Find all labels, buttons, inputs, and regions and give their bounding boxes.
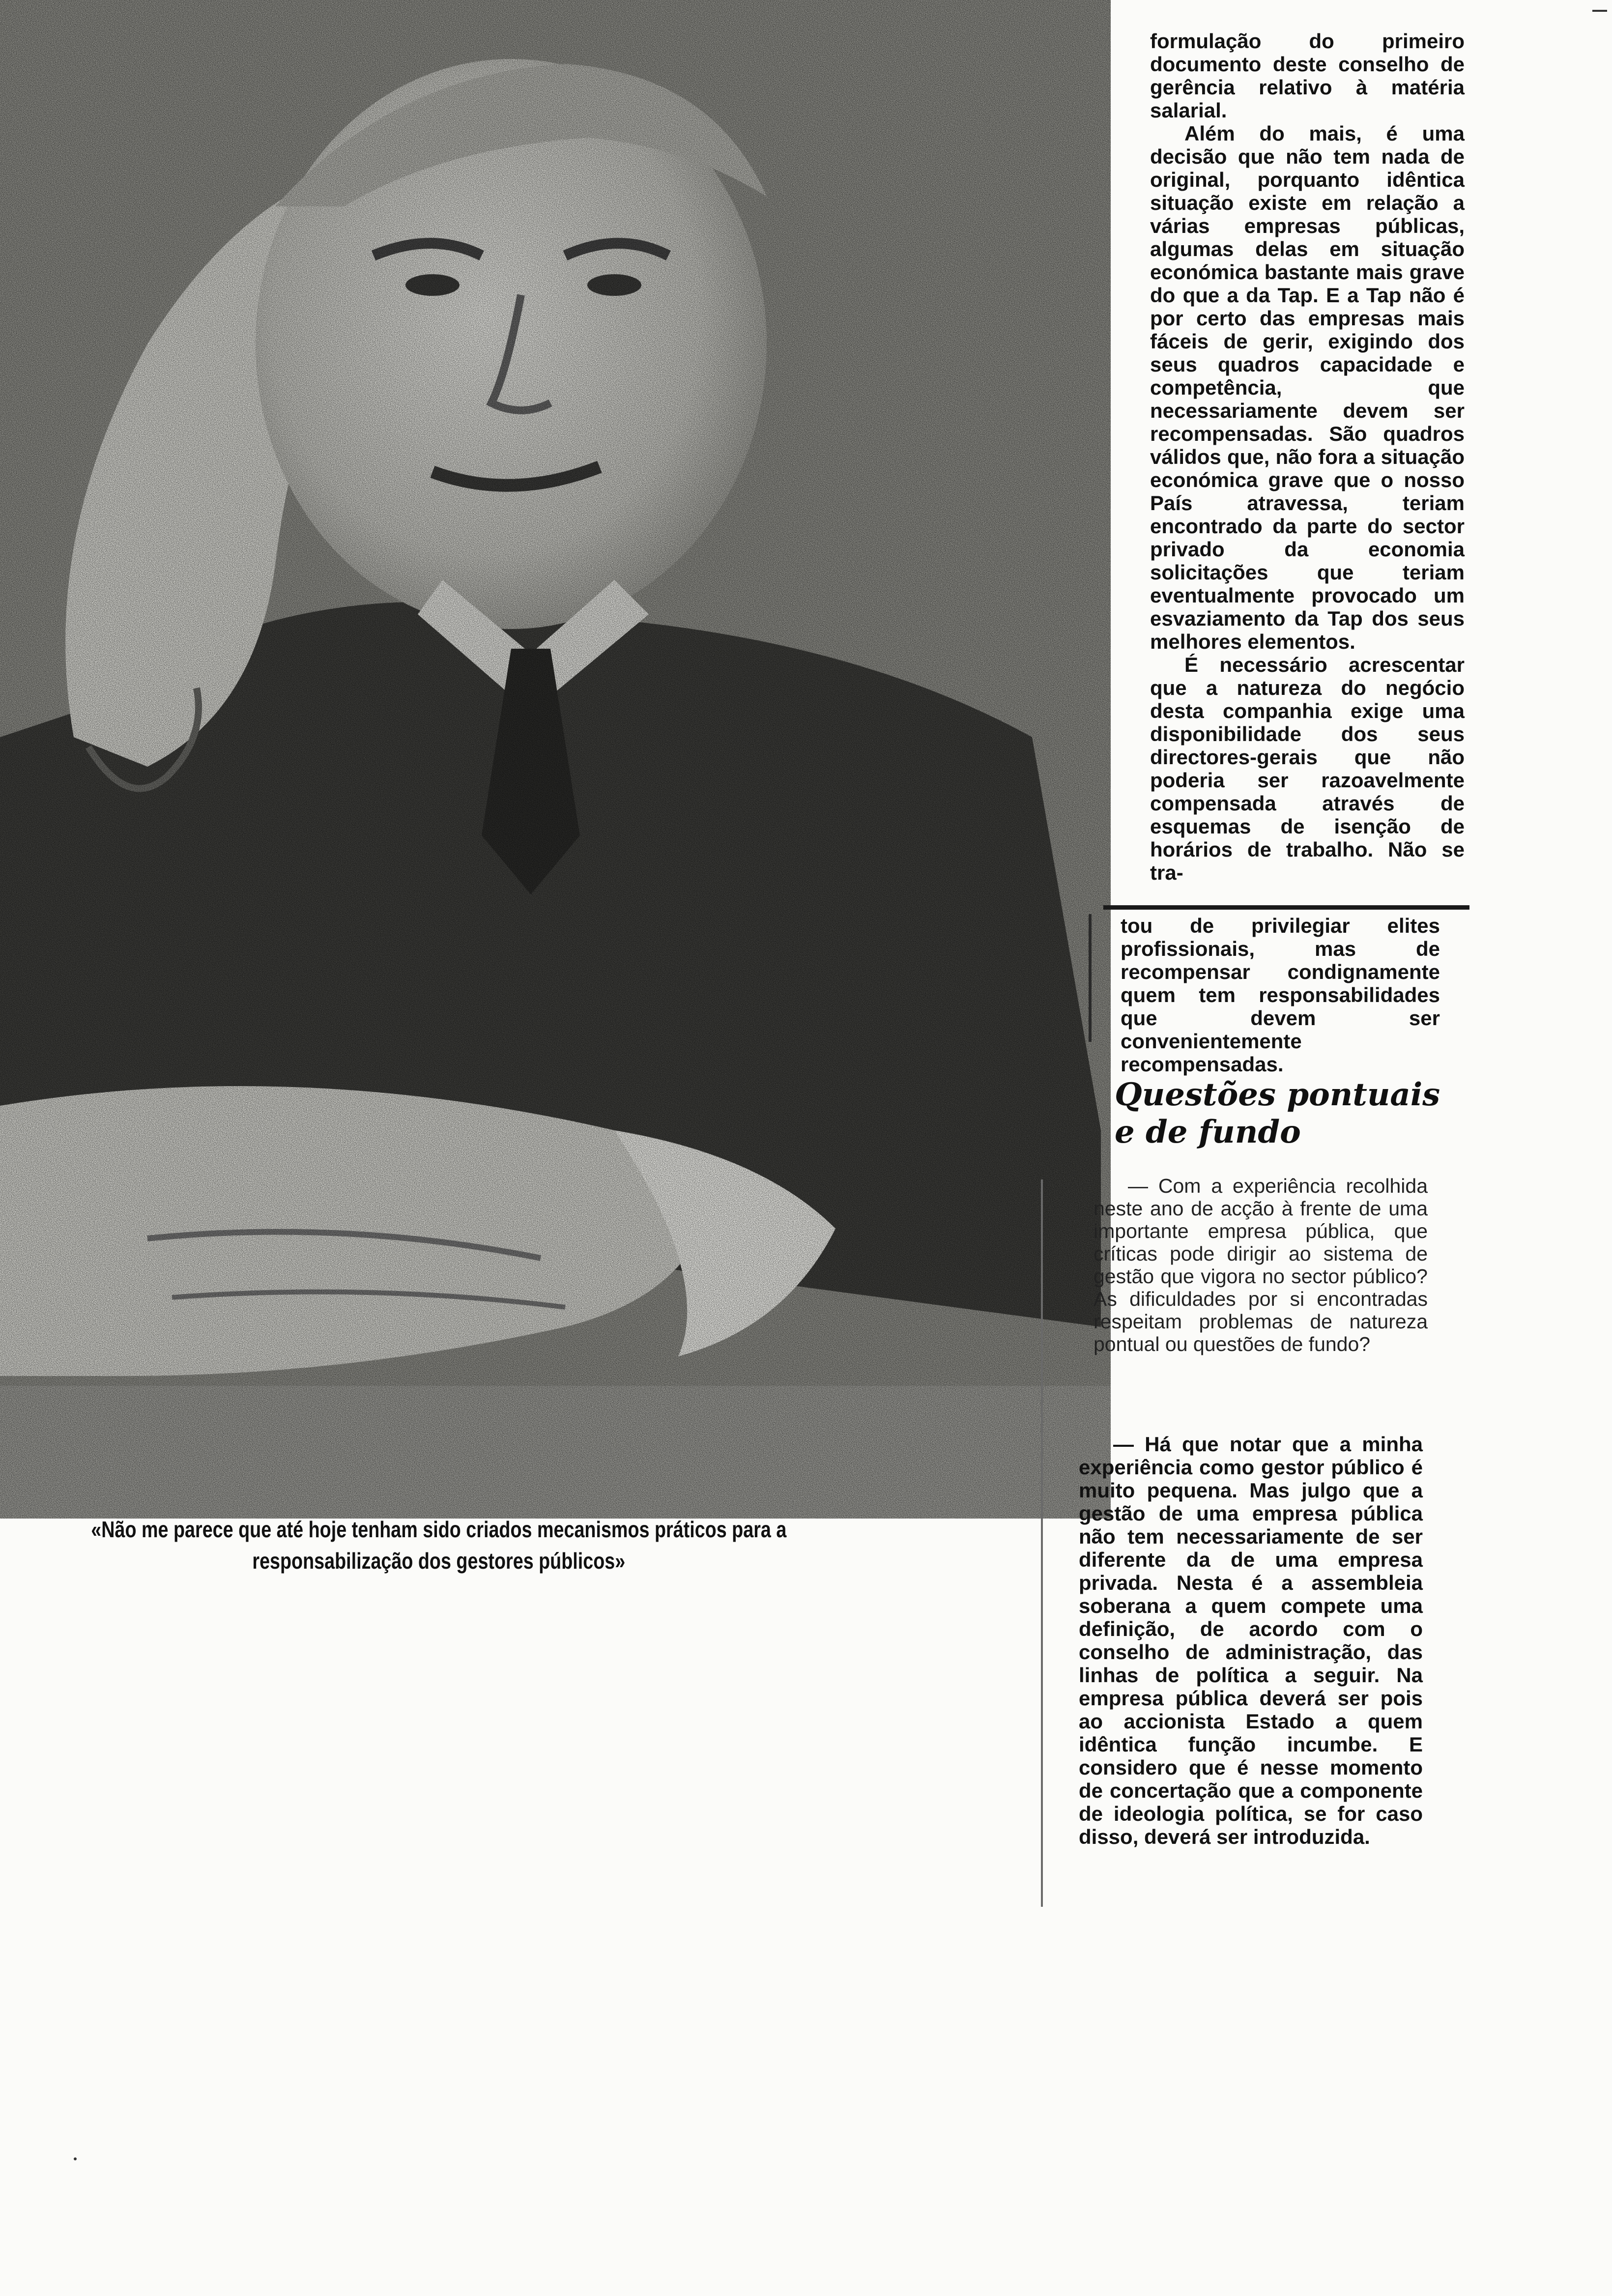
article-paragraph: Além do mais, é uma decisão que não tem nada de original, porquanto idêntica situação existe em relação a várias empresas públicas, algumas delas em situação económica bastante mais grave do que a da Tap. E a Tap não é por certo das empresas mais fáceis de gerir, exigindo dos seus quadros capacidade e competência, que necessariamente devem ser recompensadas. São quadros válidos que, não fora a situação económica grave que o nosso País atravessa, teriam encontrado da parte do sector privado da economia solicitações que teriam eventualmente provocado um esvaziamento da Tap dos seus melhores elementos. [1150,122,1465,653]
photo-caption: «Não me parece que até hoje tenham sido criados mecanismos práticos para a responsabilização dos gestores públicos» [91,1517,787,1574]
scan-speck [74,2157,77,2160]
answer-paragraph: — Há que notar que a minha experiência como gestor público é muito pequena. Mas julgo que a gestão de uma empresa pública não tem necessariamente de ser diferente da de uma empresa privada. Nesta é a assembleia soberana a quem compete uma definição, de acordo com o conselho de administração, das linhas de política a seguir. Na empresa pública deverá ser pois ao accionista Estado a quem idêntica função incumbe. E considero que é nesse momento de concertação que a componente de ideologia política, se for caso disso, deverá ser introduzida. [1079,1433,1423,1848]
column-side-rule-lower [1041,1179,1043,1907]
article-column-mid [1121,914,1440,1076]
interview-answer [1079,1433,1423,1848]
interview-question [1094,1175,1428,1355]
question-paragraph: — Com a experiência recolhida neste ano de acção à frente de uma importante empresa pública, que críticas pode dirigir ao sistema de gestão que vigora no sector público? As dificuldades por si encontradas respeitam problemas de natureza pontual ou questões de fundo? [1094,1175,1428,1355]
column-divider-rule [1103,905,1469,910]
portrait-image [0,0,1111,1519]
scan-mark [1592,10,1607,12]
section-heading: Questões pontuais e de fundo [1115,1076,1440,1150]
column-side-rule [1089,914,1092,1042]
article-paragraph: formulação do primeiro documento deste conselho de gerência relativo à matéria salarial. [1150,29,1465,122]
newspaper-photo [0,0,1111,1519]
article-paragraph: É necessário acrescentar que a natureza do negócio desta companhia exige uma disponibilidade dos seus directores-gerais que não poderia ser razoavelmente compensada através de esquemas de isenção de horários de trabalho. Não se tra- [1150,653,1465,884]
article-column-top [1150,29,1465,884]
article-paragraph: tou de privilegiar elites profissionais, mas de recompensar condignamente quem tem responsabilidades que devem ser convenientemente recompensadas. [1121,914,1440,1076]
